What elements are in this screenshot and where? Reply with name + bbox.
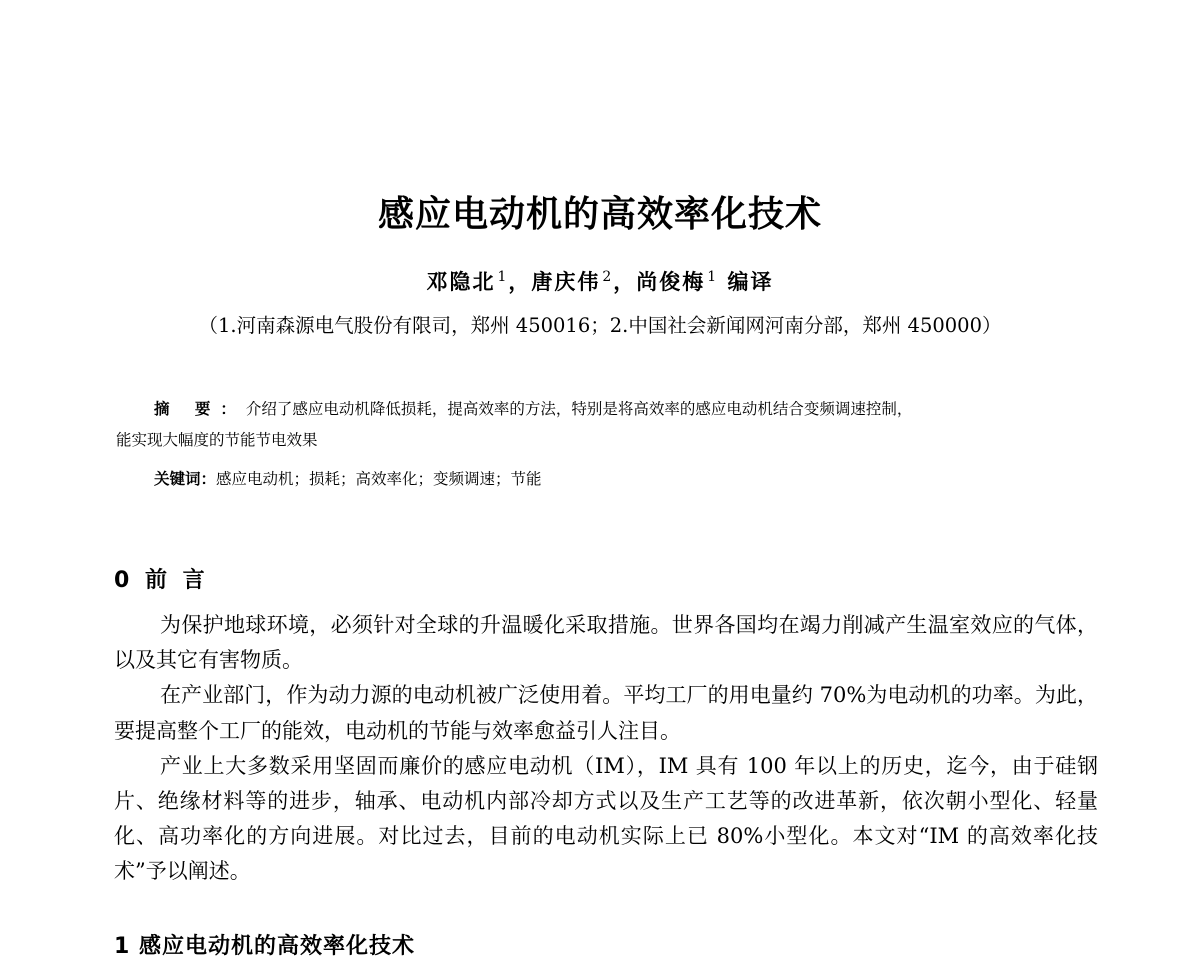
section-0-body [114, 608, 1098, 890]
section-heading-0: 0 前 言 [114, 568, 209, 593]
author-affiliation-mark: 1 [707, 269, 717, 285]
author-affiliation-mark: 2 [602, 269, 612, 285]
affiliation-line: （1.河南森源电气股份有限司，郑州 450016；2.中国社会新闻网河南分部，郑州 450000） [198, 314, 1002, 337]
author-name: 尚俊梅 [636, 269, 706, 294]
paper-title: 感应电动机的高效率化技术 [377, 194, 822, 235]
abstract-line-1 [116, 394, 1100, 425]
translators-suffix: 编译 [727, 269, 774, 294]
author-line [0, 266, 1200, 296]
abstract-text-line1: 介绍了感应电动机降低损耗，提高效率的方法，特别是将高效率的感应电动机结合变频调速控制， [245, 400, 913, 418]
author-name: 唐庆伟 [531, 269, 601, 294]
section-heading-1: 1 感应电动机的高效率化技术 [114, 934, 415, 959]
abstract-label: 摘 要： [154, 400, 246, 418]
body-paragraph: 在产业部门，作为动力源的电动机被广泛使用着。平均工厂的用电量约 70%为电动机的功率。为此，要提高整个工厂的能效，电动机的节能与效率愈益引人注目。 [114, 683, 1098, 743]
body-paragraph: 为保护地球环境，必须针对全球的升温暖化采取措施。世界各国均在竭力削减产生温室效应的气体，以及其它有害物质。 [114, 613, 1098, 673]
keywords-text: 感应电动机；损耗；高效率化；变频调速；节能 [216, 470, 542, 488]
author-separator: ， [508, 269, 532, 294]
keywords-line [154, 467, 1094, 489]
body-paragraph: 产业上大多数采用坚固而廉价的感应电动机（IM），IM 具有 100 年以上的历史，迄今，由于硅钢片、绝缘材料等的进步，轴承、电动机内部冷却方式以及生产工艺等的改进革新，依次朝小型化、轻量化、高功率化的方向进展。对比过去，目前的电动机实际上已 80%小型化。本文对“IM 的高效率化技术”予以阐述。 [114, 753, 1098, 884]
keywords-label: 关键词： [154, 470, 217, 488]
author-affiliation-mark: 1 [497, 269, 507, 285]
author-separator: ， [613, 269, 637, 294]
abstract-text-line2: 能实现大幅度的节能节电效果 [116, 431, 318, 449]
author-name: 邓隐北 [426, 269, 496, 294]
abstract-block [116, 394, 1100, 456]
